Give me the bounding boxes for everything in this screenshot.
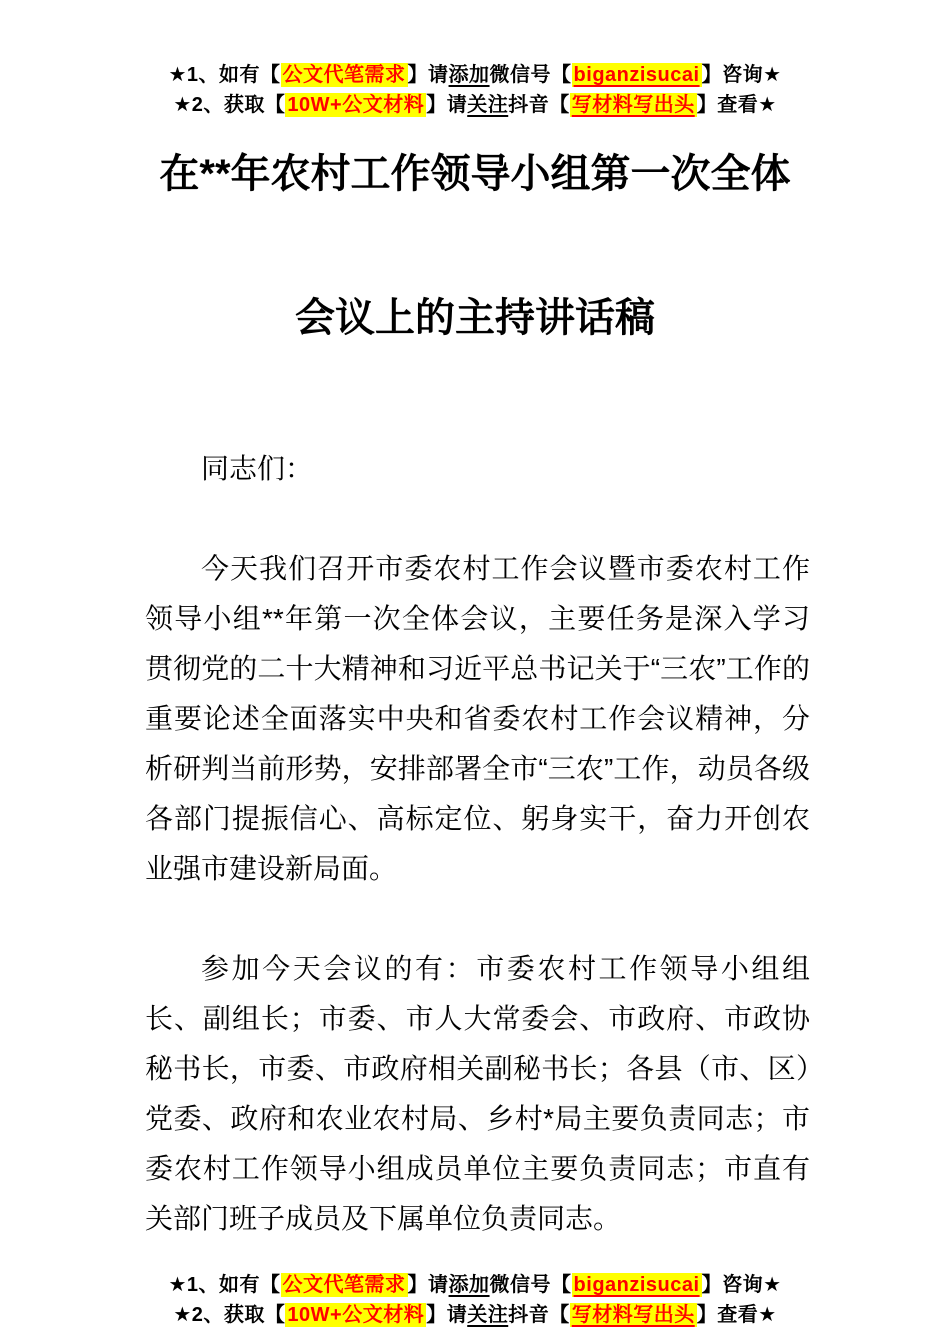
promo-highlight-materials: 10W+公文材料 — [287, 94, 425, 116]
promo-text: 抖音【 — [508, 1304, 570, 1326]
promo-douyin-id: 写材料写出头 — [571, 94, 695, 116]
document-title-line-1: 在**年农村工作领导小组第一次全体 — [159, 152, 791, 196]
document-body — [0, 444, 950, 1244]
promo-text: ★1、如有【 — [168, 1274, 281, 1296]
promo-text: 微信号【 — [489, 64, 572, 86]
promo-text: 】咨询★ — [701, 64, 782, 86]
promo-underline-add: 添加 — [448, 64, 490, 86]
promo-wechat-id: biganzisucai — [573, 64, 700, 86]
promo-footer-line-1 — [0, 1270, 950, 1300]
promo-header-line-2 — [0, 90, 950, 120]
promo-text: 】查看★ — [696, 1304, 777, 1326]
promo-underline-follow: 关注 — [467, 94, 509, 116]
promo-text: 】请 — [426, 94, 468, 116]
promo-text: 】咨询★ — [701, 1274, 782, 1296]
promo-text: 】请 — [407, 1274, 449, 1296]
promo-footer-line-2 — [0, 1300, 950, 1330]
promo-header-line-1 — [0, 60, 950, 90]
promo-douyin-id: 写材料写出头 — [571, 1304, 695, 1326]
promo-text: 微信号【 — [489, 1274, 572, 1296]
promo-underline-follow: 关注 — [467, 1304, 509, 1326]
promo-highlight-materials: 10W+公文材料 — [287, 1304, 425, 1326]
promo-highlight-service: 公文代笔需求 — [282, 1274, 406, 1296]
promo-text: ★2、获取【 — [173, 1304, 286, 1326]
paragraph-1: 今天我们召开市委农村工作会议暨市委农村工作领导小组**年第一次全体会议，主要任务是深入学习贯彻党的二十大精神和习近平总书记关于“三农”工作的重要论述全面落实中央和省委农村工作会议精神，分析研判当前形势，安排部署全市“三农”工作，动员各级各部门提振信心、高标定位、躬身实干，奋力开创农业强市建设新局面。 — [145, 553, 810, 884]
document-title-line-2: 会议上的主持讲话稿 — [295, 296, 655, 340]
promo-text: 】请 — [426, 1304, 468, 1326]
promo-underline-add: 添加 — [448, 1274, 490, 1296]
promo-footer — [0, 1270, 950, 1330]
paragraph-2: 参加今天会议的有：市委农村工作领导小组组长、副组长；市委、市人大常委会、市政府、市政协秘书长，市委、市政府相关副秘书长；各县（市、区）党委、政府和农业农村局、乡村*局主要负责同志；市委农村工作领导小组成员单位主要负责同志；市直有关部门班子成员及下属单位负责同志。 — [145, 953, 810, 1234]
promo-text: 抖音【 — [508, 94, 570, 116]
promo-text: ★2、获取【 — [173, 94, 286, 116]
promo-text: 】查看★ — [696, 94, 777, 116]
promo-text: 】请 — [407, 64, 449, 86]
promo-highlight-service: 公文代笔需求 — [282, 64, 406, 86]
promo-wechat-id: biganzisucai — [573, 1274, 700, 1296]
promo-header — [0, 0, 950, 120]
promo-text: ★1、如有【 — [168, 64, 281, 86]
salutation: 同志们： — [201, 453, 314, 484]
